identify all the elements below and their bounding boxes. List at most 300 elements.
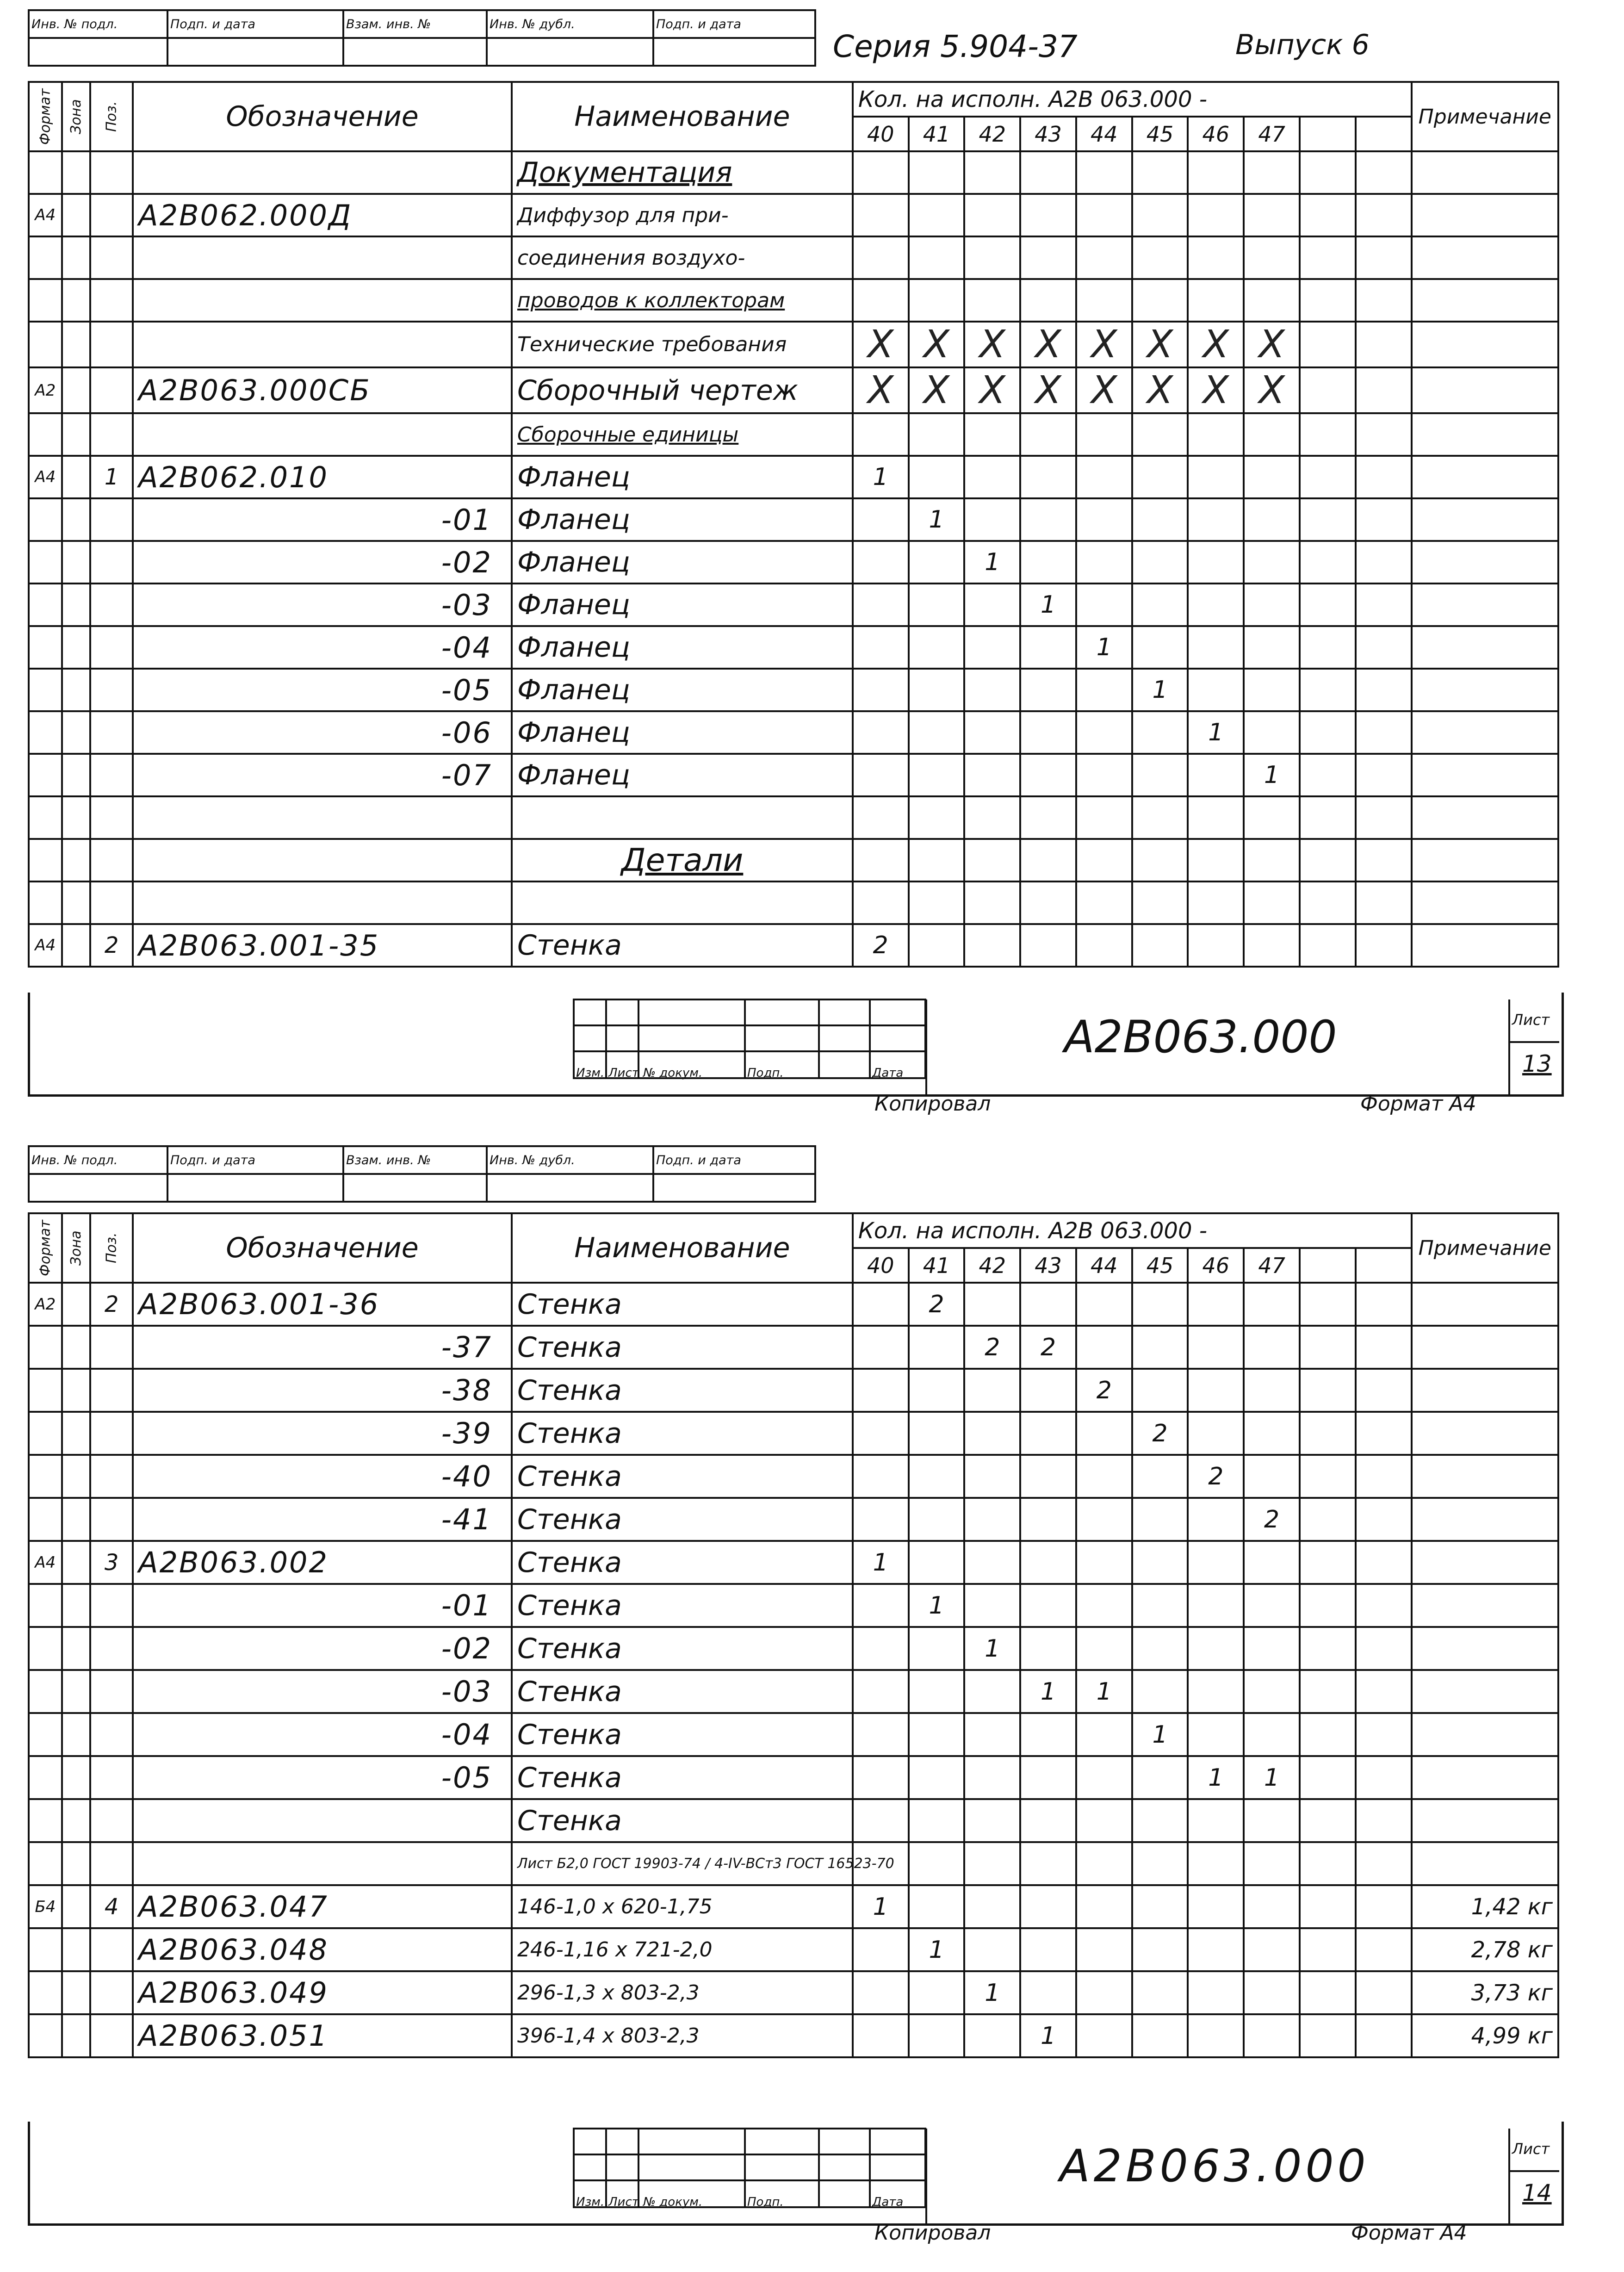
cell-zone bbox=[62, 711, 90, 754]
cell-qty bbox=[1300, 1885, 1356, 1928]
cell-qty bbox=[1300, 236, 1356, 279]
cell-qty bbox=[1188, 498, 1244, 541]
cell-designation: А2В063.047 bbox=[133, 1885, 512, 1928]
cell-qty bbox=[964, 1799, 1020, 1842]
cell-qty bbox=[909, 456, 965, 498]
cell-zone bbox=[62, 1455, 90, 1498]
variant-empty bbox=[1300, 1248, 1356, 1283]
cell-qty bbox=[964, 1412, 1020, 1455]
cell-qty bbox=[1300, 322, 1356, 367]
cell-qty: 1 bbox=[1020, 1670, 1076, 1713]
cell-qty bbox=[964, 1498, 1020, 1541]
tb-divider bbox=[1508, 1041, 1559, 1043]
cell-pos bbox=[90, 279, 133, 322]
cell-qty bbox=[909, 1885, 965, 1928]
cell-qty bbox=[1300, 1283, 1356, 1326]
cell-qty bbox=[1244, 584, 1300, 626]
stamp-label: Инв. № дубл. bbox=[487, 1146, 653, 1174]
cell-qty: 2 bbox=[1076, 1369, 1132, 1412]
cell-qty bbox=[1020, 1498, 1076, 1541]
cross-mark: X bbox=[1244, 322, 1300, 367]
cell-qty bbox=[964, 839, 1020, 881]
table-row bbox=[29, 1412, 1558, 1455]
cell-zone bbox=[62, 1627, 90, 1670]
cell-note: 4,99 кг bbox=[1412, 2014, 1558, 2057]
cell-qty bbox=[1300, 1756, 1356, 1799]
cell-note bbox=[1412, 322, 1558, 367]
cell-qty bbox=[1076, 279, 1132, 322]
sheet-number: 14 bbox=[1522, 2179, 1552, 2206]
cell-qty bbox=[1244, 839, 1300, 881]
cell-qty bbox=[1020, 1283, 1076, 1326]
cell-qty bbox=[909, 711, 965, 754]
cell-qty bbox=[1020, 194, 1076, 236]
cell-qty bbox=[1132, 711, 1188, 754]
cell-qty bbox=[853, 711, 909, 754]
cell-note bbox=[1412, 1756, 1558, 1799]
cell-qty bbox=[909, 1842, 965, 1885]
table-row bbox=[29, 279, 1558, 322]
cell-qty: 1 bbox=[853, 1885, 909, 1928]
cell-designation bbox=[133, 413, 512, 456]
cell-qty bbox=[909, 279, 965, 322]
cell-name: проводов к коллекторам bbox=[512, 279, 853, 322]
cell-qty bbox=[1132, 796, 1188, 839]
col-qty-header: Кол. на исполн. А2В 063.000 - bbox=[853, 1213, 1412, 1248]
cross-mark: X bbox=[964, 322, 1020, 367]
cell-qty bbox=[1300, 924, 1356, 967]
cell-note bbox=[1412, 367, 1558, 413]
cell-qty bbox=[1244, 279, 1300, 322]
cell-qty bbox=[1076, 1756, 1132, 1799]
cross-mark: X bbox=[1020, 322, 1076, 367]
cell-qty: 2 bbox=[1132, 1412, 1188, 1455]
cell-qty bbox=[1300, 1928, 1356, 1971]
table-row bbox=[29, 1326, 1558, 1369]
cell-qty: 1 bbox=[964, 1627, 1020, 1670]
table-row bbox=[29, 367, 1558, 413]
cell-name: Лист Б2,0 ГОСТ 19903-74 / 4-IV-ВСт3 ГОСТ 16523-70 bbox=[512, 1842, 853, 1885]
cell-qty bbox=[1132, 1326, 1188, 1369]
cell-qty bbox=[1020, 456, 1076, 498]
cell-qty bbox=[1132, 924, 1188, 967]
cell-pos bbox=[90, 2014, 133, 2057]
cell-note bbox=[1412, 413, 1558, 456]
cell-note bbox=[1412, 1541, 1558, 1584]
cell-qty bbox=[1300, 367, 1356, 413]
cell-qty bbox=[1076, 541, 1132, 584]
cell-note bbox=[1412, 1326, 1558, 1369]
cell-qty bbox=[1132, 1756, 1188, 1799]
cell-qty bbox=[1132, 1498, 1188, 1541]
table-row bbox=[29, 1369, 1558, 1412]
doc-code: А2В063.000 bbox=[1060, 2140, 1370, 2192]
cell-format bbox=[29, 1928, 62, 1971]
cell-designation: А2В063.048 bbox=[133, 1928, 512, 1971]
cell-qty: 2 bbox=[909, 1283, 965, 1326]
cell-name: Фланец bbox=[512, 498, 853, 541]
cell-pos: 2 bbox=[90, 1283, 133, 1326]
cell-qty bbox=[964, 881, 1020, 924]
cell-qty bbox=[1356, 1971, 1412, 2014]
cell-qty bbox=[1244, 1455, 1300, 1498]
cell-name: Фланец bbox=[512, 711, 853, 754]
cell-qty bbox=[1132, 1584, 1188, 1627]
cell-qty bbox=[1356, 194, 1412, 236]
cell-qty bbox=[1244, 669, 1300, 711]
cell-qty bbox=[853, 1627, 909, 1670]
cell-qty bbox=[1300, 151, 1356, 194]
cell-format bbox=[29, 1455, 62, 1498]
cell-qty bbox=[853, 754, 909, 796]
cell-zone bbox=[62, 456, 90, 498]
variant-44: 44 bbox=[1076, 1248, 1132, 1283]
cell-name: Диффузор для при- bbox=[512, 194, 853, 236]
table-row bbox=[29, 2014, 1558, 2057]
cell-qty bbox=[1076, 498, 1132, 541]
cell-note bbox=[1412, 1627, 1558, 1670]
cell-qty bbox=[1300, 711, 1356, 754]
cell-format: А4 bbox=[29, 1541, 62, 1584]
cell-qty bbox=[1356, 456, 1412, 498]
cell-zone bbox=[62, 322, 90, 367]
cell-qty bbox=[1020, 413, 1076, 456]
top-stamp-table bbox=[28, 1145, 816, 1203]
cell-qty bbox=[964, 626, 1020, 669]
cell-note bbox=[1412, 711, 1558, 754]
cell-qty bbox=[853, 1584, 909, 1627]
cell-qty bbox=[853, 279, 909, 322]
cell-format bbox=[29, 1584, 62, 1627]
variant-empty bbox=[1300, 117, 1356, 151]
cell-qty bbox=[1356, 541, 1412, 584]
cell-designation bbox=[133, 881, 512, 924]
cell-qty bbox=[1300, 1971, 1356, 2014]
cell-qty bbox=[909, 1756, 965, 1799]
cell-qty bbox=[1356, 279, 1412, 322]
cell-zone bbox=[62, 413, 90, 456]
cell-qty bbox=[1356, 1326, 1412, 1369]
cell-qty bbox=[1132, 1455, 1188, 1498]
cell-qty bbox=[964, 498, 1020, 541]
cell-qty: 2 bbox=[853, 924, 909, 967]
cell-qty bbox=[909, 541, 965, 584]
cell-qty bbox=[1020, 1928, 1076, 1971]
cell-qty: 2 bbox=[1188, 1455, 1244, 1498]
doc-code: А2В063.000 bbox=[1064, 1011, 1337, 1063]
cell-qty bbox=[1076, 754, 1132, 796]
cell-qty bbox=[1076, 236, 1132, 279]
variant-47: 47 bbox=[1244, 1248, 1300, 1283]
stamp-label: Подп. и дата bbox=[653, 1146, 815, 1174]
cell-qty bbox=[1076, 839, 1132, 881]
cell-format: А4 bbox=[29, 456, 62, 498]
cell-designation: -02 bbox=[133, 541, 512, 584]
cell-qty: 1 bbox=[909, 1928, 965, 1971]
cell-qty bbox=[1300, 1842, 1356, 1885]
cell-qty bbox=[1356, 322, 1412, 367]
cross-mark: X bbox=[1188, 322, 1244, 367]
tb-divider bbox=[925, 2129, 927, 2223]
cell-qty bbox=[1300, 2014, 1356, 2057]
cell-qty: 1 bbox=[1132, 1713, 1188, 1756]
cell-qty bbox=[964, 456, 1020, 498]
cross-mark: X bbox=[1076, 367, 1132, 413]
cell-qty: 2 bbox=[964, 1326, 1020, 1369]
cell-format bbox=[29, 322, 62, 367]
cell-pos bbox=[90, 626, 133, 669]
cell-qty: 1 bbox=[1188, 1756, 1244, 1799]
cell-note bbox=[1412, 669, 1558, 711]
cell-qty bbox=[1020, 1455, 1076, 1498]
variant-40: 40 bbox=[853, 1248, 909, 1283]
cell-note bbox=[1412, 1799, 1558, 1842]
cell-qty bbox=[1300, 584, 1356, 626]
cell-qty bbox=[964, 279, 1020, 322]
cell-qty bbox=[1076, 1283, 1132, 1326]
cell-zone bbox=[62, 151, 90, 194]
table-row bbox=[29, 1885, 1558, 1928]
cell-format bbox=[29, 2014, 62, 2057]
cell-zone bbox=[62, 924, 90, 967]
cell-qty bbox=[853, 1369, 909, 1412]
cell-designation bbox=[133, 151, 512, 194]
spec-table bbox=[28, 1212, 1559, 2058]
cell-qty bbox=[1300, 1670, 1356, 1713]
cell-qty bbox=[1300, 1584, 1356, 1627]
stamp-label: Взам. инв. № bbox=[343, 1146, 487, 1174]
cell-qty bbox=[1356, 796, 1412, 839]
cell-zone bbox=[62, 669, 90, 711]
table-row bbox=[29, 1713, 1558, 1756]
cell-note bbox=[1412, 1713, 1558, 1756]
table-row bbox=[29, 1756, 1558, 1799]
cell-qty bbox=[1244, 1326, 1300, 1369]
cell-zone bbox=[62, 1283, 90, 1326]
cell-pos: 1 bbox=[90, 456, 133, 498]
cell-qty bbox=[1132, 1799, 1188, 1842]
cell-name: Фланец bbox=[512, 754, 853, 796]
cell-qty bbox=[964, 1369, 1020, 1412]
cell-name: Стенка bbox=[512, 1756, 853, 1799]
cell-format bbox=[29, 584, 62, 626]
cell-qty bbox=[1356, 1842, 1412, 1885]
cell-qty bbox=[1244, 1369, 1300, 1412]
cross-mark: X bbox=[1020, 367, 1076, 413]
col-note: Примечание bbox=[1412, 1213, 1558, 1283]
variant-46: 46 bbox=[1188, 1248, 1244, 1283]
cell-qty bbox=[909, 2014, 965, 2057]
cell-qty bbox=[1076, 151, 1132, 194]
cell-qty bbox=[1020, 236, 1076, 279]
cell-qty bbox=[1300, 839, 1356, 881]
cell-name bbox=[512, 796, 853, 839]
cell-qty: 2 bbox=[1020, 1326, 1076, 1369]
cell-pos bbox=[90, 881, 133, 924]
cell-zone bbox=[62, 1756, 90, 1799]
cell-designation: -05 bbox=[133, 1756, 512, 1799]
cell-note bbox=[1412, 541, 1558, 584]
cell-qty bbox=[1188, 1369, 1244, 1412]
cell-qty bbox=[1076, 1584, 1132, 1627]
cell-designation: А2В063.001-35 bbox=[133, 924, 512, 967]
cell-designation: А2В063.049 bbox=[133, 1971, 512, 2014]
cell-qty bbox=[1188, 1326, 1244, 1369]
stamp-label: Подп. и дата bbox=[167, 10, 343, 38]
table-row bbox=[29, 1498, 1558, 1541]
sheet-13 bbox=[0, 0, 1624, 1120]
cell-name: Стенка bbox=[512, 1326, 853, 1369]
cell-qty bbox=[1132, 1541, 1188, 1584]
cell-qty bbox=[1356, 1713, 1412, 1756]
cell-qty bbox=[964, 1713, 1020, 1756]
cell-zone bbox=[62, 541, 90, 584]
cell-qty bbox=[853, 413, 909, 456]
tb-divider bbox=[925, 999, 927, 1094]
cell-qty bbox=[1132, 151, 1188, 194]
variant-47: 47 bbox=[1244, 117, 1300, 151]
cell-qty bbox=[1300, 626, 1356, 669]
cell-qty bbox=[1188, 1713, 1244, 1756]
cell-designation bbox=[133, 1842, 512, 1885]
cross-mark: X bbox=[1076, 322, 1132, 367]
cell-designation: А2В063.001-36 bbox=[133, 1283, 512, 1326]
cell-qty bbox=[853, 236, 909, 279]
cell-note bbox=[1412, 1670, 1558, 1713]
cell-qty bbox=[1188, 2014, 1244, 2057]
cell-qty bbox=[1020, 279, 1076, 322]
table-row bbox=[29, 1670, 1558, 1713]
cell-qty bbox=[964, 584, 1020, 626]
cell-qty bbox=[964, 1283, 1020, 1326]
cell-designation: -05 bbox=[133, 669, 512, 711]
cell-qty bbox=[964, 669, 1020, 711]
cell-designation: А2В063.000СБ bbox=[133, 367, 512, 413]
cell-qty bbox=[1244, 1627, 1300, 1670]
spec-table bbox=[28, 81, 1559, 968]
cell-qty bbox=[1188, 1799, 1244, 1842]
cell-qty bbox=[1356, 669, 1412, 711]
cell-qty bbox=[1020, 1799, 1076, 1842]
cell-note bbox=[1412, 839, 1558, 881]
cell-qty bbox=[909, 796, 965, 839]
cell-qty bbox=[1188, 669, 1244, 711]
tb-label-sign: Подп. bbox=[747, 2195, 784, 2209]
table-row bbox=[29, 839, 1558, 881]
cell-qty bbox=[1188, 1584, 1244, 1627]
cell-qty bbox=[909, 1713, 965, 1756]
table-row bbox=[29, 456, 1558, 498]
cell-designation: -04 bbox=[133, 1713, 512, 1756]
cell-qty bbox=[1300, 1369, 1356, 1412]
cell-qty bbox=[1300, 413, 1356, 456]
cell-note bbox=[1412, 584, 1558, 626]
cell-pos bbox=[90, 1369, 133, 1412]
cell-qty bbox=[1020, 1627, 1076, 1670]
cell-qty bbox=[1188, 1498, 1244, 1541]
cell-designation: А2В062.010 bbox=[133, 456, 512, 498]
cell-format bbox=[29, 1971, 62, 2014]
cell-qty bbox=[909, 1498, 965, 1541]
table-row bbox=[29, 1455, 1558, 1498]
cell-qty bbox=[964, 413, 1020, 456]
cell-qty bbox=[1076, 1326, 1132, 1369]
cell-name: 246-1,16 х 721-2,0 bbox=[512, 1928, 853, 1971]
cell-qty: 1 bbox=[1244, 754, 1300, 796]
variant-empty bbox=[1356, 117, 1412, 151]
cell-qty bbox=[1188, 1842, 1244, 1885]
cell-qty bbox=[1020, 1541, 1076, 1584]
cell-qty bbox=[1076, 194, 1132, 236]
cell-format: А4 bbox=[29, 924, 62, 967]
cell-qty bbox=[1132, 1885, 1188, 1928]
table-row bbox=[29, 1928, 1558, 1971]
cell-qty bbox=[853, 839, 909, 881]
cell-format bbox=[29, 669, 62, 711]
cell-qty bbox=[964, 1455, 1020, 1498]
cell-format bbox=[29, 711, 62, 754]
cell-qty bbox=[1244, 1842, 1300, 1885]
cell-qty bbox=[1132, 1627, 1188, 1670]
cell-qty bbox=[853, 194, 909, 236]
cell-qty: 1 bbox=[853, 456, 909, 498]
cell-qty bbox=[1300, 498, 1356, 541]
cell-zone bbox=[62, 498, 90, 541]
cell-qty bbox=[1076, 881, 1132, 924]
cell-zone bbox=[62, 236, 90, 279]
cell-qty: 1 bbox=[1188, 711, 1244, 754]
cell-note bbox=[1412, 194, 1558, 236]
cell-pos: 3 bbox=[90, 1541, 133, 1584]
cross-mark: X bbox=[853, 367, 909, 413]
cell-qty bbox=[1076, 1713, 1132, 1756]
table-row bbox=[29, 1627, 1558, 1670]
col-zone: Зона bbox=[62, 82, 90, 151]
series-label: Серия 5.904-37 bbox=[833, 29, 1078, 64]
table-row bbox=[29, 1971, 1558, 2014]
tb-label-sign: Подп. bbox=[747, 1066, 784, 1080]
cell-note bbox=[1412, 151, 1558, 194]
cell-pos bbox=[90, 541, 133, 584]
cell-name bbox=[512, 881, 853, 924]
stamp-label: Инв. № дубл. bbox=[487, 10, 653, 38]
top-stamp-table bbox=[28, 9, 816, 67]
cell-format bbox=[29, 1326, 62, 1369]
cell-zone bbox=[62, 881, 90, 924]
tb-label-list: Лист bbox=[608, 2195, 639, 2209]
cell-name: 146-1,0 х 620-1,75 bbox=[512, 1885, 853, 1928]
cell-format bbox=[29, 881, 62, 924]
cell-designation bbox=[133, 322, 512, 367]
cell-qty bbox=[1244, 1971, 1300, 2014]
table-row bbox=[29, 754, 1558, 796]
cell-qty bbox=[853, 1670, 909, 1713]
cell-name: Документация bbox=[512, 151, 853, 194]
cell-qty bbox=[964, 1584, 1020, 1627]
cell-qty bbox=[1356, 1541, 1412, 1584]
cell-qty bbox=[909, 924, 965, 967]
cell-pos: 2 bbox=[90, 924, 133, 967]
cell-qty bbox=[1020, 924, 1076, 967]
table-row bbox=[29, 924, 1558, 967]
cell-qty bbox=[1356, 151, 1412, 194]
cell-qty bbox=[1188, 924, 1244, 967]
cell-qty bbox=[909, 754, 965, 796]
cell-qty: 1 bbox=[964, 541, 1020, 584]
cell-qty bbox=[1076, 1498, 1132, 1541]
table-row bbox=[29, 1842, 1558, 1885]
cell-qty: 1 bbox=[853, 1541, 909, 1584]
